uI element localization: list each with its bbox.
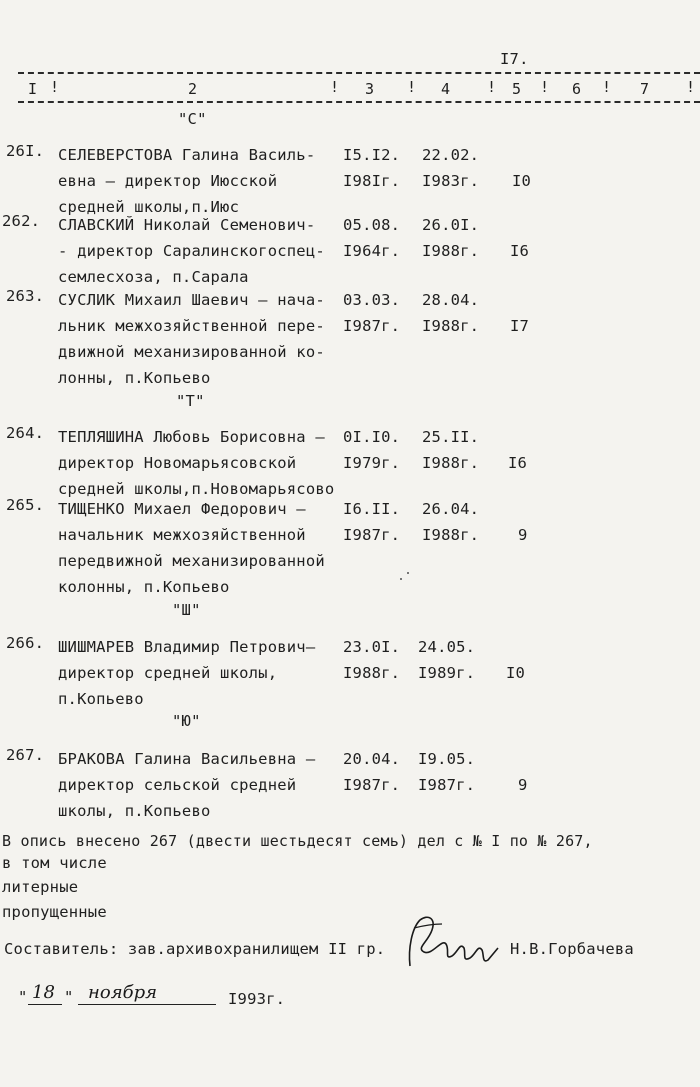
- archive-inventory-page: I7. I ! 2 ! 3 ! 4 ! 5 ! 6 ! 7 ! "С" 26I. СЕЛЕВЕРСТОВА Галина Василь- евна — директор Июсской средней школы,п.Июс I5.I2. I98Iг. 22.02. I983г. I0 262. СЛАВСКИЙ Николай Семенович- - директор Саралинскогоспец- семлесхоза, п.Сарала 05.08. I964г. 26.0I. I988г. I6 263. СУСЛИК Михаил Шаевич — нача- льник межхозяйственной пере- движной механизированной ко- лонны, п.Копьево 03.03. I987г. 28.04. I988г. I7 "Т" 264. ТЕПЛЯШИНА Любовь Борисовна — директор Новомарьясовской средней школы,п.Новомарьясово 0I.I0. I979г. 25.II. I988г. I6 265. ТИЩЕНКО Михаел Федорович — начальник межхозяйственной передвижной механизированной колонны, п.Копьево I6.II. I987г. 26.04. I988г. 9 "Ш" 266. ШИШМАРЕВ Владимир Петрович— директор средней школы, п.Копьево 23.0I. I988г. 24.05. I989г. I0 "Ю" 267. БРАКОВА Галина Васильевна — директор сельской средней школы, п.Копьево 20.04. I987г. I9.05. I987г. 9 В опись внесено 267 (двести шестьдесят семь) дел с № I по № 267, в том числе литерные пропущенные Составитель: зав.архивохранилищем II гр. Н.В.Горбачева " 18 " ноября I993г.: [0, 0, 700, 1087]
- compiler-label: Составитель: зав.архивохранилищем II гр.: [4, 940, 386, 958]
- row-date-start: 23.0I. I988г.: [343, 638, 401, 682]
- page-number: I7.: [500, 50, 529, 68]
- row-sheets: I0: [506, 664, 526, 682]
- row-date-end: 28.04. I988г.: [422, 291, 480, 335]
- date-month: ноября: [88, 982, 158, 1003]
- row-number: 264.: [6, 424, 45, 442]
- row-sheets: I0: [512, 172, 532, 190]
- section-letter-yu: "Ю": [172, 712, 201, 730]
- row-number: 262.: [2, 212, 41, 230]
- header-bottom-rule: [18, 101, 700, 103]
- section-letter-sh: "Ш": [172, 601, 201, 619]
- row-date-end: 22.02. I983г.: [422, 146, 480, 190]
- row-title: СУСЛИК Михаил Шаевич — нача- льник межхозяйственной пере- движной механизированной ко- лонны, п.Копьево: [58, 291, 325, 387]
- row-number: 265.: [6, 496, 45, 514]
- row-sheets: I6: [508, 454, 528, 472]
- summary-line-total: В опись внесено 267 (двести шестьдесят семь) дел с № I по № 267,: [2, 832, 593, 850]
- row-date-start: 03.03. I987г.: [343, 291, 401, 335]
- date-day: 18: [32, 982, 55, 1003]
- summary-line-lettered: литерные: [2, 878, 79, 896]
- summary-line-including: в том числе: [2, 854, 107, 872]
- row-sheets: 9: [518, 526, 528, 544]
- row-sheets: I6: [510, 242, 530, 260]
- row-title: ТИЩЕНКО Михаел Федорович — начальник межхозяйственной передвижной механизированной колонны, п.Копьево: [58, 500, 325, 596]
- row-date-start: 0I.I0. I979г.: [343, 428, 401, 472]
- row-date-end: 25.II. I988г.: [422, 428, 480, 472]
- row-title: СЕЛЕВЕРСТОВА Галина Василь- евна — директор Июсской средней школы,п.Июс: [58, 146, 316, 216]
- header-col-4: 4: [441, 80, 451, 98]
- row-date-end: 26.04. I988г.: [422, 500, 480, 544]
- row-title: СЛАВСКИЙ Николай Семенович- - директор Саралинскогоспец- семлесхоза, п.Сарала: [58, 216, 325, 286]
- row-date-end: 26.0I. I988г.: [422, 216, 480, 260]
- compiler-name: Н.В.Горбачева: [510, 940, 634, 958]
- section-letter-s: "С": [178, 110, 207, 128]
- date-year: I993г.: [228, 990, 286, 1008]
- summary-line-skipped: пропущенные: [2, 903, 107, 921]
- row-title: ШИШМАРЕВ Владимир Петрович— директор средней школы, п.Копьево: [58, 638, 316, 708]
- row-date-start: 05.08. I964г.: [343, 216, 401, 260]
- row-number: 26I.: [6, 142, 45, 160]
- row-date-start: 20.04. I987г.: [343, 750, 401, 794]
- row-number: 266.: [6, 634, 45, 652]
- row-title: ТЕПЛЯШИНА Любовь Борисовна — директор Новомарьясовской средней школы,п.Новомарьясово: [58, 428, 335, 498]
- header-col-3: 3: [365, 80, 375, 98]
- row-sheets: 9: [518, 776, 528, 794]
- row-date-start: I6.II. I987г.: [343, 500, 401, 544]
- header-top-rule: [18, 72, 700, 74]
- section-letter-t: "Т": [176, 392, 205, 410]
- header-col-6: 6: [572, 80, 582, 98]
- row-number: 263.: [6, 287, 45, 305]
- header-col-7: 7: [640, 80, 650, 98]
- row-number: 267.: [6, 746, 45, 764]
- row-date-start: I5.I2. I98Iг.: [343, 146, 401, 190]
- row-title: БРАКОВА Галина Васильевна — директор сельской средней школы, п.Копьево: [58, 750, 316, 820]
- header-col-2: 2: [188, 80, 198, 98]
- signature: [402, 908, 502, 978]
- row-date-end: I9.05. I987г.: [418, 750, 476, 794]
- row-sheets: I7: [510, 317, 530, 335]
- row-date-end: 24.05. I989г.: [418, 638, 476, 682]
- header-col-5: 5: [512, 80, 522, 98]
- header-col-1: I: [28, 80, 38, 98]
